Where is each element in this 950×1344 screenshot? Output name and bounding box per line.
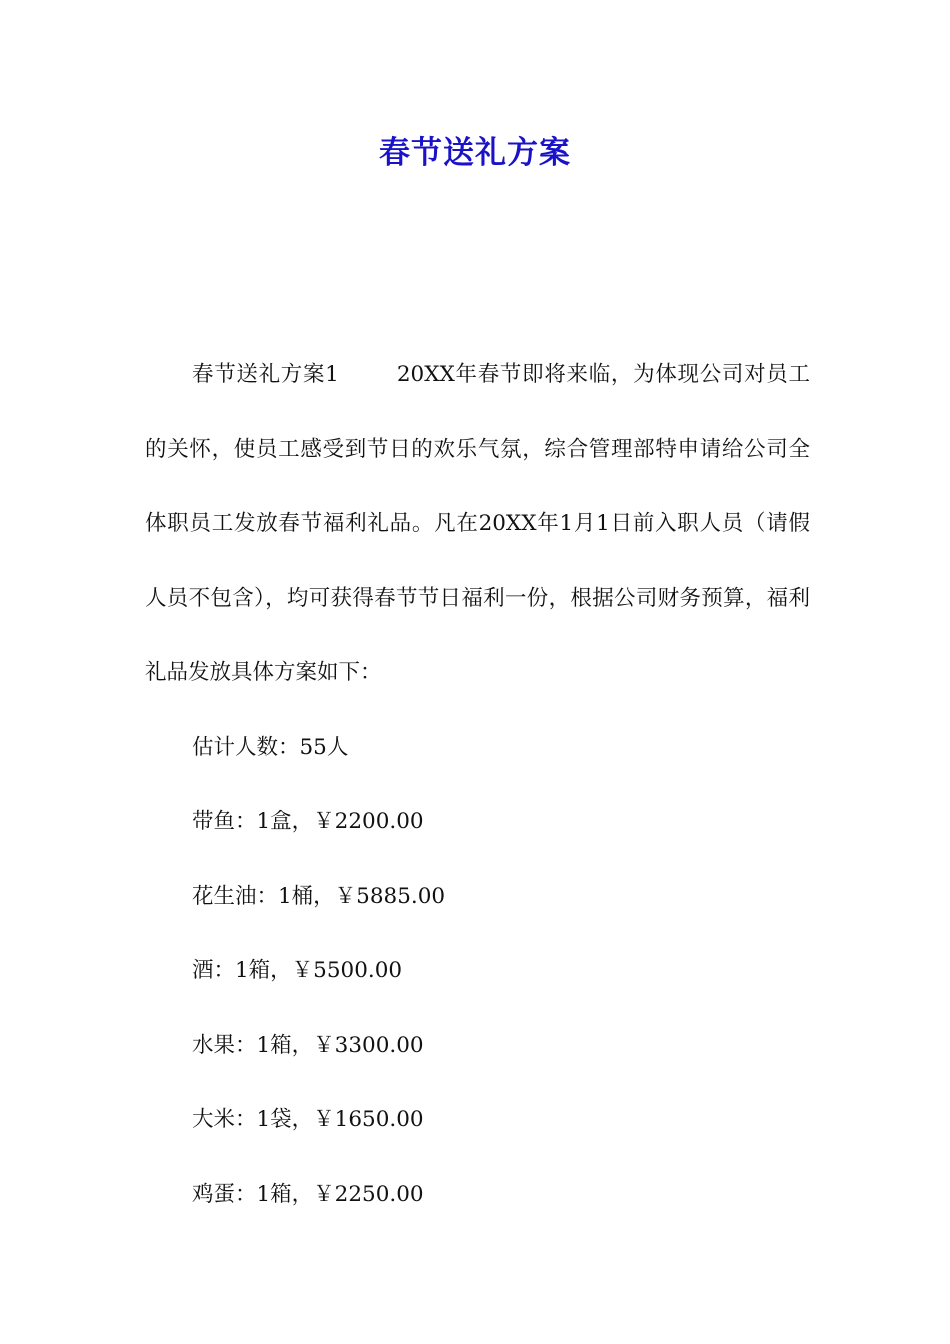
intro-text: 20XX年春节即将来临，为体现公司对员工的关怀，使员工感受到节日的欢乐气氛，综合管理部特申请给公司全体职员工发放春节福利礼品。凡在20XX年1月1日前入职人员（请假人员不包含），均可获得春节节日福利一份，根据公司财务预算，福利礼品发放具体方案如下： [145, 362, 810, 685]
list-item-hairtail: 带鱼：1盒，￥2200.00 [192, 809, 424, 834]
document-body [145, 338, 810, 1232]
document-title: 春节送礼方案 [379, 135, 571, 171]
list-item-rice: 大米：1袋，￥1650.00 [192, 1107, 424, 1132]
list-item-wine: 酒：1箱，￥5500.00 [192, 958, 403, 983]
gift-list [145, 711, 810, 1233]
list-item-eggs: 鸡蛋：1箱，￥2250.00 [192, 1181, 424, 1207]
intro-paragraph [145, 338, 810, 711]
list-item-fruit: 水果：1箱，￥3300.00 [192, 1032, 424, 1058]
intro-label: 春节送礼方案1 [192, 362, 339, 387]
list-item-peanut-oil: 花生油：1桶，￥5885.00 [192, 883, 446, 909]
list-item-headcount: 估计人数：55人 [192, 734, 349, 760]
